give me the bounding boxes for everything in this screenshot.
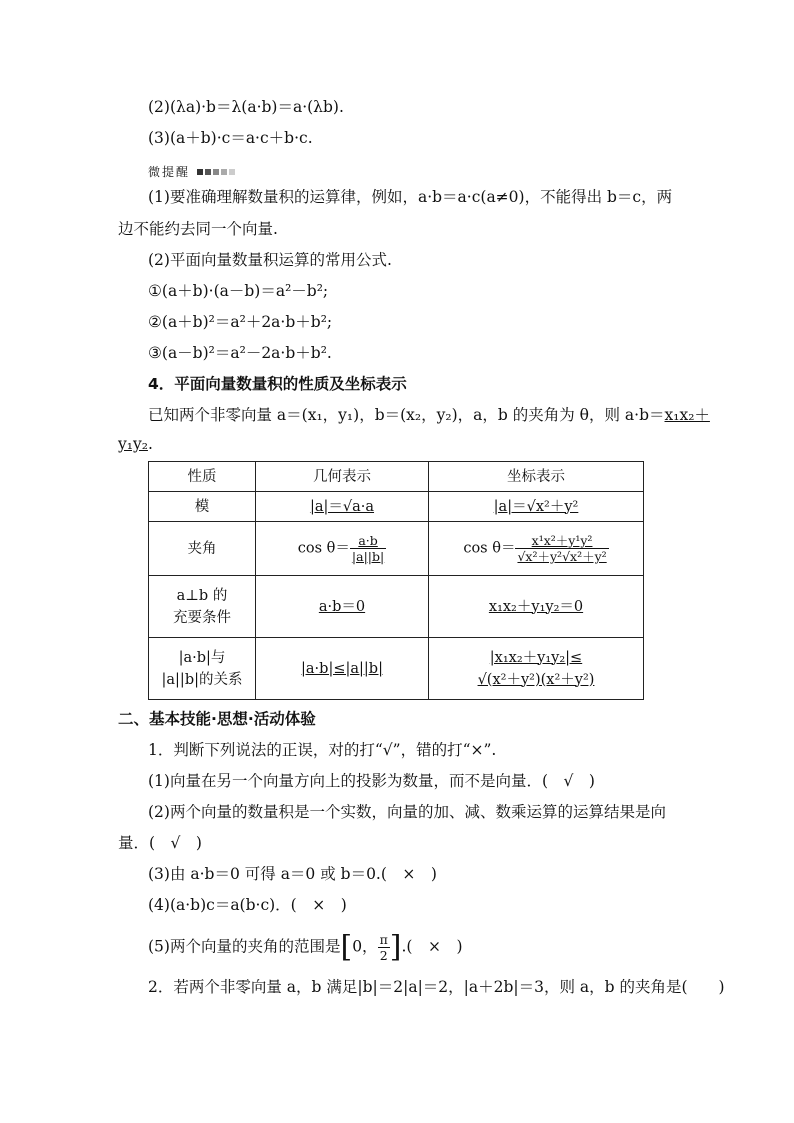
section-2-title: 二、基本技能·思想·活动体验 — [118, 710, 316, 728]
question-1-item-3: (3)由 a·b＝0 可得 a＝0 或 b＝0.( × ) — [148, 865, 437, 883]
tip-1-line-b: 边不能约去同一个向量. — [118, 220, 278, 238]
pi-denominator: 2 — [379, 948, 388, 963]
tip-square-0 — [197, 169, 203, 175]
tip-square-2 — [213, 169, 219, 175]
q1-5-post: .( × ) — [401, 937, 463, 956]
angle-geo-fraction — [350, 533, 386, 564]
section-4-text-b-end: . — [147, 435, 153, 453]
question-1-item-2a: (2)两个向量的数量积是一个实数，向量的加、减、数乘运算的运算结果是向 — [148, 803, 666, 821]
formula-3: ③(a－b)²＝a²－2a·b＋b². — [148, 344, 332, 362]
ineq-coord-line-b: √(x²＋y²)(x²＋y²) — [477, 671, 595, 688]
formula-1: ①(a＋b)·(a－b)＝a²－b²; — [148, 282, 329, 300]
row-perpendicular-property — [149, 576, 256, 638]
section-4-text-a-body: 已知两个非零向量 a＝(x₁，y₁)，b＝(x₂，y₂)，a，b 的夹角为 θ，则 a·b＝ — [148, 406, 665, 424]
q1-5-pre: (5)两个向量的夹角的范围是 — [148, 937, 341, 956]
ineq-coord-line-a: |x₁x₂＋y₁y₂|≤ — [489, 649, 583, 666]
row-angle-property: 夹角 — [149, 522, 256, 576]
row-perpendicular-coordinate: x₁x₂＋y₁y₂＝0 — [429, 576, 644, 638]
ineq-prop-line-b: |a||b|的关系 — [161, 671, 243, 688]
answer-blank-b: y₁y₂ — [118, 435, 148, 453]
question-1-item-5 — [148, 929, 463, 965]
pi-numerator: π — [379, 932, 388, 947]
row-magnitude-geometric: |a|＝√a·a — [256, 492, 429, 522]
tip-header — [148, 160, 235, 183]
row-angle-geometric: cos θ＝ $\frac{a\cdot b}{|a||b|}$ — [256, 522, 429, 576]
properties-table — [148, 461, 644, 700]
question-1-item-4: (4)(a·b)c＝a(b·c)．( × ) — [148, 896, 347, 914]
row-inequality-coordinate — [429, 638, 644, 700]
ineq-prop-line-a: |a·b|与 — [178, 649, 226, 666]
section-4-text-a — [148, 404, 710, 426]
section-4-text-b — [118, 433, 153, 455]
tip-2: (2)平面向量数量积运算的常用公式. — [148, 251, 392, 269]
tip-square-1 — [205, 169, 211, 175]
angle-geo-denominator: |a||b| — [351, 549, 385, 564]
angle-coord-fraction — [515, 533, 608, 564]
answer-blank-a: x₁x₂＋ — [664, 406, 710, 424]
row-inequality-property — [149, 638, 256, 700]
header-geometric: 几何表示 — [256, 462, 429, 492]
tip-label: 微提醒 — [148, 165, 191, 179]
perp-prop-line-b: 充要条件 — [173, 609, 231, 626]
question-2: 2．若两个非零向量 a，b 满足|b|＝2|a|＝2，|a＋2b|＝3，则 a，b 的夹角是( ) — [148, 978, 725, 996]
pi-over-2 — [378, 932, 390, 963]
left-bracket: [ — [340, 929, 353, 965]
row-magnitude-property: 模 — [149, 492, 256, 522]
angle-coord-denominator: √x²＋y²√x²＋y² — [517, 549, 607, 564]
question-1-item-2b: 量．( √ ) — [118, 834, 202, 852]
tip-1-line-a: (1)要准确理解数量积的运算律，例如，a·b＝a·c(a≠0)，不能得出 b＝c，两 — [148, 188, 673, 206]
question-1-item-1: (1)向量在另一个向量方向上的投影为数量，而不是向量．( √ ) — [148, 772, 595, 790]
formula-2: ②(a＋b)²＝a²＋2a·b＋b²; — [148, 313, 333, 331]
header-property: 性质 — [149, 462, 256, 492]
tip-square-3 — [221, 169, 227, 175]
angle-coord-numerator: x¹x²＋y¹y² — [515, 533, 608, 549]
row-magnitude-coordinate: |a|＝√x²＋y² — [429, 492, 644, 522]
q1-5-zero: 0， — [352, 937, 378, 956]
section-4-title: 4．平面向量数量积的性质及坐标表示 — [148, 375, 407, 393]
perp-prop-line-a: a⊥b 的 — [176, 587, 228, 604]
row-inequality-geometric: |a·b|≤|a||b| — [256, 638, 429, 700]
row-perpendicular-geometric: a·b＝0 — [256, 576, 429, 638]
tip-square-4 — [229, 169, 235, 175]
angle-geo-numerator: a·b — [350, 533, 386, 549]
header-coordinate: 坐标表示 — [429, 462, 644, 492]
rule-3-distributivity: (3)(a＋b)·c＝a·c＋b·c. — [148, 129, 313, 147]
tip-squares — [195, 162, 235, 180]
right-bracket: ] — [389, 929, 402, 965]
question-1-title: 1．判断下列说法的正误，对的打“√”，错的打“×”. — [148, 741, 497, 759]
row-angle-coordinate: cos θ＝ $\frac{\text{x¹x²＋y¹y²}}{\text{√x²＋y²√x²＋y²}}$ — [429, 522, 644, 576]
rule-2-scalar-associativity: (2)(λa)·b＝λ(a·b)＝a·(λb). — [148, 98, 344, 116]
